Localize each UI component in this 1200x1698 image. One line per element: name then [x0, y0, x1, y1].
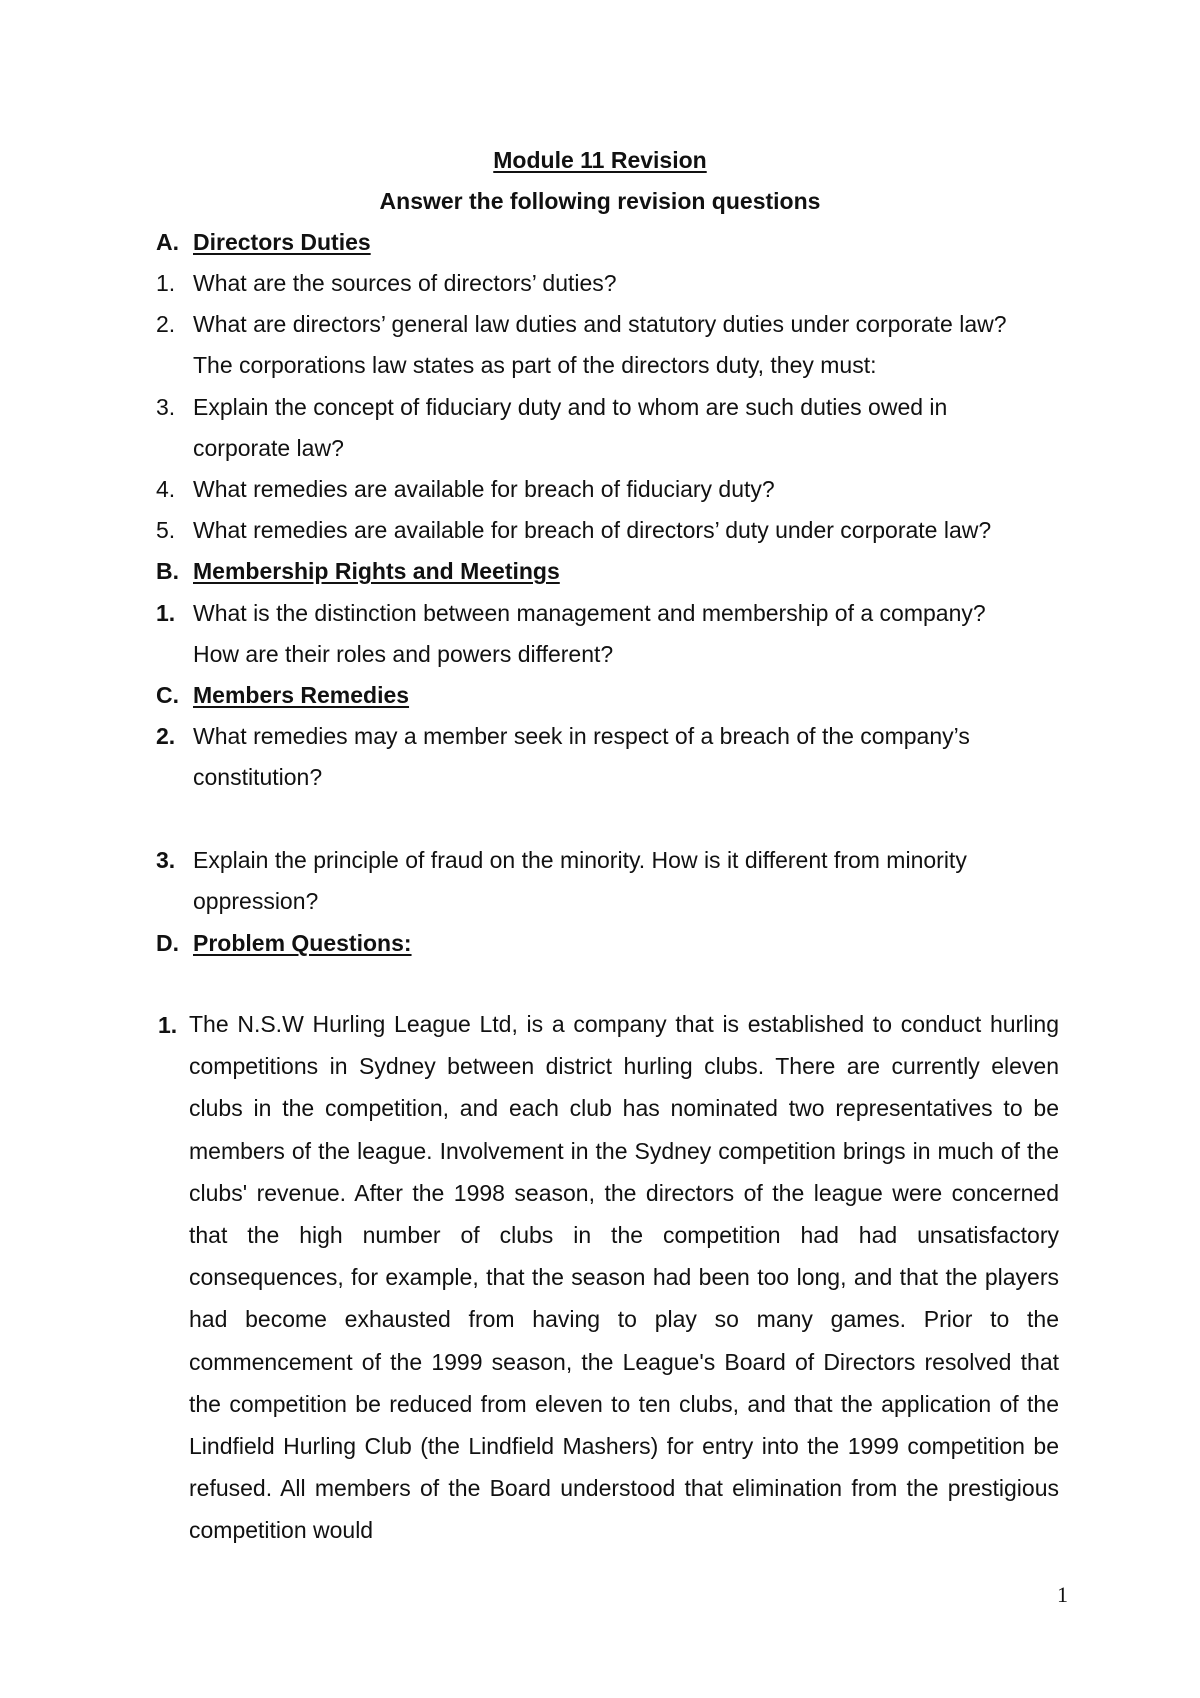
item-number: 3. [156, 847, 176, 873]
item-text: corporate law? [193, 435, 344, 461]
section-title: Problem Questions: [193, 930, 412, 956]
item-text: What remedies may a member seek in respect of a breach of the company’s [193, 723, 970, 749]
item-text: What remedies are available for breach of directors’ duty under corporate law? [193, 517, 992, 543]
item-number: 2. [156, 311, 176, 337]
item-text: The corporations law states as part of the directors duty, they must: [193, 352, 877, 378]
section-label: A. [156, 229, 179, 255]
problem-text: The N.S.W Hurling League Ltd, is a company that is established to conduct hurling competitions in Sydney between district hurling clubs. There are currently eleven clubs in the competition, and each club has nominated two representatives to be members of the league. Involvement in the Sydney competition brings in much of the clubs' revenue. After the 1998 season, the directors of the league were concerned that the high number of clubs in the competition had had unsatisfactory consequences, for example, that the season had been too long, and that the players had become exhausted from having to play so many games. Prior to the commencement of the 1999 season, the League's Board of Directors resolved that the competition be reduced from eleven to ten clubs, and that the application of the Lindfield Hurling Club (the Lindfield Mashers) for entry into the 1999 competition be refused. All members of the Board understood that elimination from the prestigious competition would [189, 1011, 1059, 1544]
item-text: What is the distinction between management and membership of a company? [193, 600, 986, 626]
item-number: 4. [156, 476, 176, 502]
item-text: oppression? [193, 888, 319, 914]
item-number: 1. [156, 270, 176, 296]
section-label: C. [156, 682, 179, 708]
item-text: What are the sources of directors’ duties? [193, 270, 617, 296]
page-title: Module 11 Revision [493, 147, 707, 173]
item-number: 1. [156, 600, 176, 626]
section-title: Membership Rights and Meetings [193, 558, 560, 584]
section-title: Members Remedies [193, 682, 410, 708]
section-label: D. [156, 930, 179, 956]
item-number: 5. [156, 517, 176, 543]
item-text: Explain the principle of fraud on the minority. How is it different from minority [193, 847, 967, 873]
item-text: How are their roles and powers different? [193, 641, 614, 667]
section-label: B. [156, 558, 179, 584]
page-number: 1 [1057, 1582, 1068, 1607]
section-title: Directors Duties [193, 229, 371, 255]
item-number: 3. [156, 394, 176, 420]
item-number: 2. [156, 723, 176, 749]
item-text: What are directors’ general law duties and statutory duties under corporate law? [193, 311, 1007, 337]
item-text: What remedies are available for breach of fiduciary duty? [193, 476, 775, 502]
item-text: Explain the concept of fiduciary duty and to whom are such duties owed in [193, 394, 948, 420]
page-subtitle: Answer the following revision questions [379, 188, 821, 214]
item-text: constitution? [193, 764, 323, 790]
problem-number: 1. [158, 1012, 178, 1038]
